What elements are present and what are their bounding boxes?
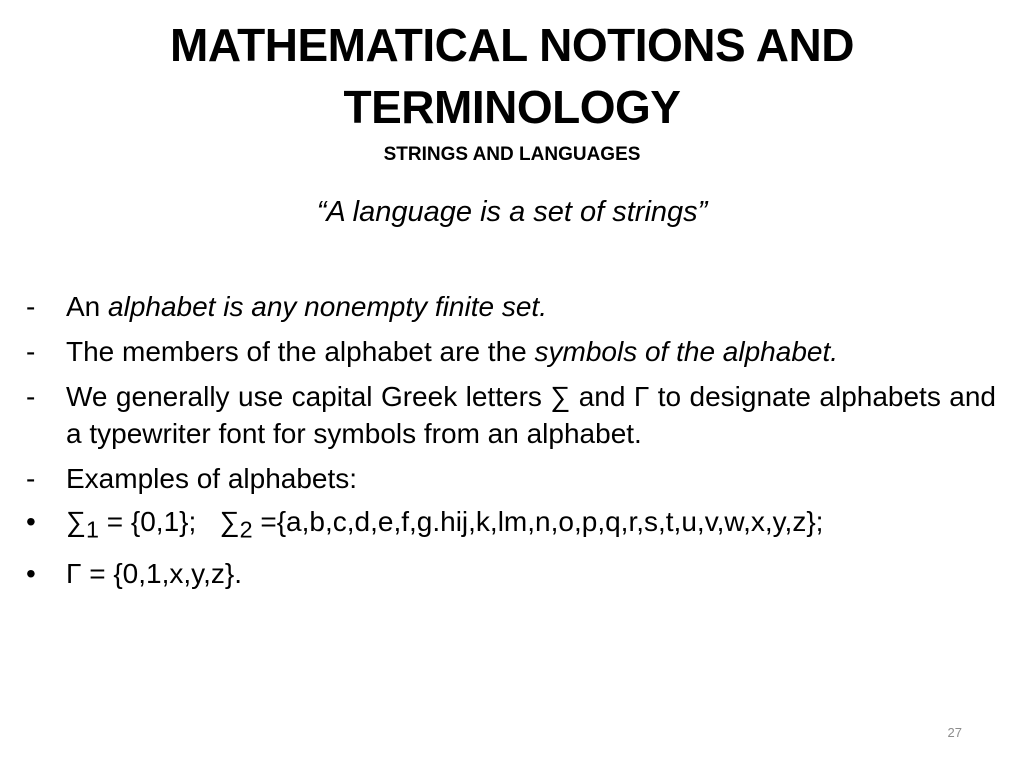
bullet-list [26,288,996,598]
list-item-symbols-definition [26,333,996,370]
item-text: = {0,1}; [98,506,220,537]
dash-marker: - [26,291,36,322]
page-number: 27 [947,725,962,740]
list-item-greek-letters [26,378,996,452]
subscript: 1 [85,516,99,543]
quote: “A language is a set of strings” [316,196,708,228]
item-emphasis: alphabet is any nonempty finite set. [108,291,547,322]
dash-marker: - [26,381,36,412]
item-text: An [66,291,109,322]
dash-marker: - [26,336,36,367]
list-item-gamma-example [26,555,996,592]
item-text: Γ = {0,1,x,y,z}. [66,557,242,589]
item-text: ={a,b,c,d,e,f,g.hij,k,lm,n,o,p,q,r,s,t,u,v,w,x,y,z}; [252,506,824,537]
item-text: The members of the alphabet are the [66,336,535,367]
list-item-examples-heading [26,460,996,497]
item-text: We generally use capital Greek letters ∑ and Γ to designate alphabets and a typewriter font for symbols from an alphabet. [66,381,996,449]
dash-marker: - [26,463,36,494]
bullet-marker: • [26,506,36,537]
item-text: Examples of alphabets: [66,463,358,494]
sigma-symbol: ∑ [219,506,240,537]
subscript: 2 [239,516,253,543]
title-block [60,14,964,166]
slide-title: MATHEMATICAL NOTIONS AND TERMINOLOGY [170,19,854,133]
bullet-marker: • [26,557,36,589]
slide-subtitle: STRINGS AND LANGUAGES [383,144,641,165]
sigma-symbol: ∑ [66,506,86,537]
list-item-alphabet-definition [26,288,996,325]
list-item-sigma-examples [26,503,996,549]
item-emphasis: symbols of the alphabet. [534,336,839,367]
